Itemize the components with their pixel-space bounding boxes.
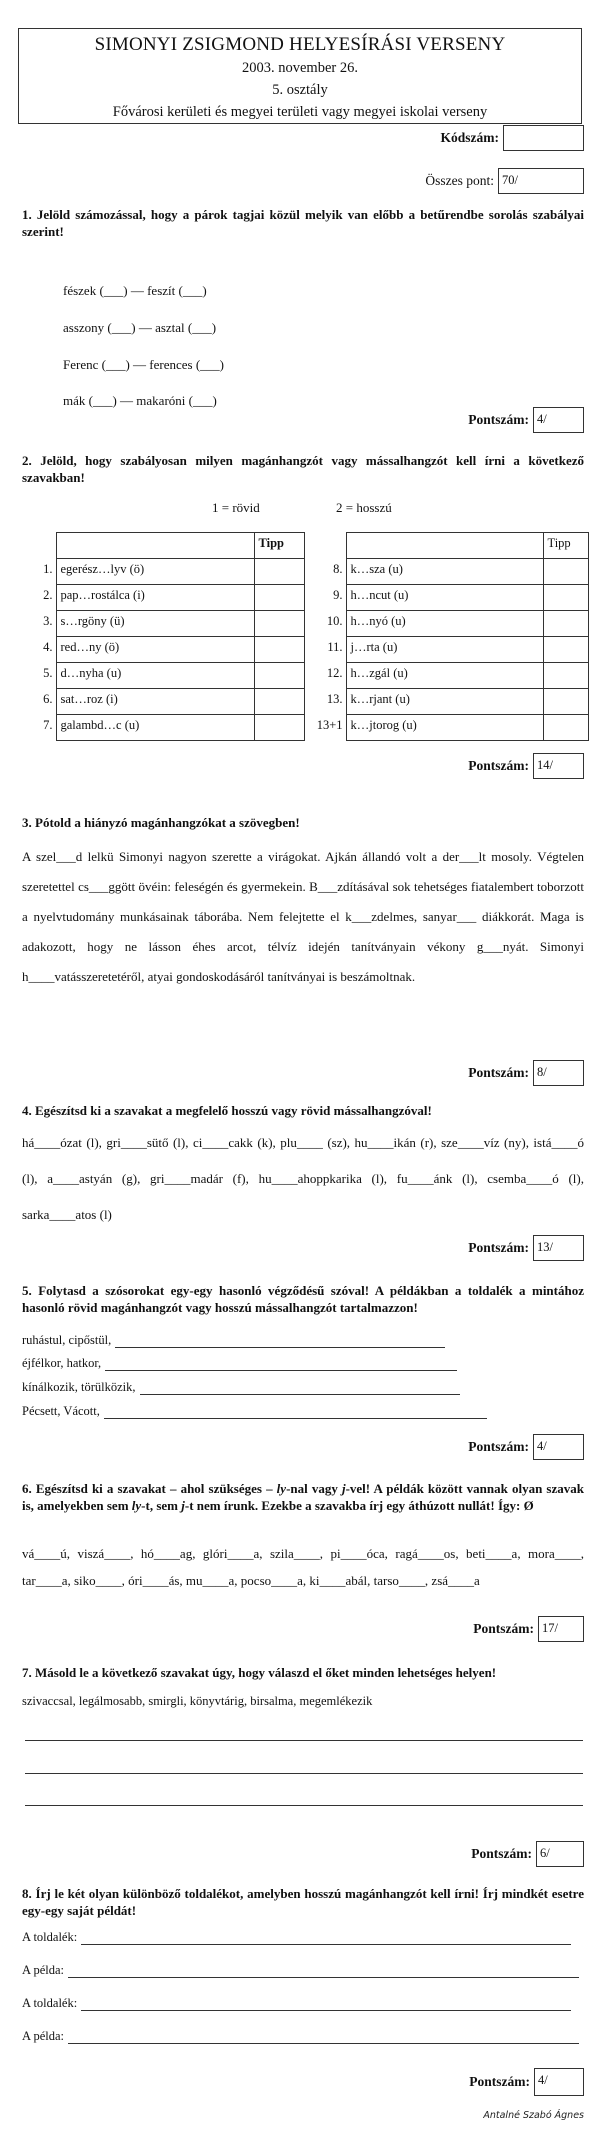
code-label: Kódszám: xyxy=(440,130,499,145)
tipp-cell[interactable] xyxy=(254,689,304,715)
q4-text[interactable]: há____ózat (l), gri____sütő (l), ci____cakk (k), plu____ (sz), hu____ikán (r), sze____víz (ny), istá____ó (l), a____astyán (g), gri____madár (f), hu____ahoppkarika (l), fu____ánk (l), csemba____ó (l), sarka____atos (l) xyxy=(22,1135,584,1222)
table-row xyxy=(24,715,304,741)
tipp-cell[interactable] xyxy=(543,585,588,611)
q1-item[interactable]: mák (___) — makaróni (___) xyxy=(63,393,217,408)
row-number: 12. xyxy=(326,665,343,680)
q7-answer-line[interactable] xyxy=(25,1740,583,1741)
table-row xyxy=(310,689,588,715)
row-number: 11. xyxy=(327,639,343,654)
word-cell: galambd…c (u) xyxy=(56,715,254,741)
tipp-cell[interactable] xyxy=(254,637,304,663)
table-row xyxy=(24,585,304,611)
score-label: Pontszám: xyxy=(469,2074,530,2089)
score-label: Pontszám: xyxy=(468,758,529,773)
q5-row xyxy=(22,1333,445,1348)
q5-row xyxy=(22,1380,460,1395)
tipp-cell[interactable] xyxy=(254,611,304,637)
author-signature: Antalné Szabó Ágnes xyxy=(483,2110,584,2121)
row-number: 1. xyxy=(43,561,53,576)
score-label: Pontszám: xyxy=(468,1065,529,1080)
word-cell: h…nyó (u) xyxy=(346,611,543,637)
q7-words: szivaccsal, legálmosabb, smirgli, könyvtárig, birsalma, megemlékezik xyxy=(22,1694,373,1708)
word-cell: red…ny (ö) xyxy=(56,637,254,663)
tipp-cell[interactable] xyxy=(254,585,304,611)
table-row xyxy=(24,559,304,585)
word-cell: k…sza (u) xyxy=(346,559,543,585)
score-label: Pontszám: xyxy=(473,1621,534,1636)
exam-date: 2003. november 26. xyxy=(242,60,358,76)
header-box xyxy=(18,28,582,124)
row-number: 6. xyxy=(43,691,53,706)
row-number: 9. xyxy=(333,587,343,602)
q2-left-table xyxy=(24,532,305,741)
row-number: 7. xyxy=(43,717,53,732)
table-header-blank xyxy=(56,533,254,559)
q5-score-box[interactable]: 4/ xyxy=(533,1434,584,1460)
q7-score-row xyxy=(471,1841,584,1867)
row-number: 5. xyxy=(43,665,53,680)
q5-answer-line[interactable] xyxy=(105,1359,457,1371)
row-number: 13. xyxy=(326,691,343,706)
q5-prompt: kínálkozik, törülközik, xyxy=(22,1380,136,1394)
row-number: 8. xyxy=(333,561,343,576)
q1-title: 1. Jelöld számozással, hogy a párok tagjai közül melyik van előbb a betűrendbe sorolás szabályai szerint! xyxy=(22,207,584,239)
tipp-cell[interactable] xyxy=(254,715,304,741)
q2-score-row xyxy=(468,753,584,779)
table-row xyxy=(310,637,588,663)
row-number: 13+1 xyxy=(316,717,343,732)
q3-score-row xyxy=(468,1060,584,1086)
q8-answer-line[interactable] xyxy=(81,1999,571,2011)
q1-score-row xyxy=(468,407,584,433)
q4-title: 4. Egészítsd ki a szavakat a megfelelő hosszú vagy rövid mássalhangzóval! xyxy=(22,1103,432,1118)
word-cell: h…zgál (u) xyxy=(346,663,543,689)
table-row xyxy=(24,689,304,715)
word-cell: d…nyha (u) xyxy=(56,663,254,689)
tipp-cell[interactable] xyxy=(543,689,588,715)
q7-answer-line[interactable] xyxy=(25,1773,583,1774)
score-label: Pontszám: xyxy=(468,1439,529,1454)
word-cell: s…rgöny (ü) xyxy=(56,611,254,637)
q8-label: A példa: xyxy=(22,1963,65,1977)
table-row xyxy=(310,585,588,611)
word-cell: pap…rostálca (i) xyxy=(56,585,254,611)
grade-label: 5. osztály xyxy=(272,82,328,98)
q3-score-box[interactable]: 8/ xyxy=(533,1060,584,1086)
tipp-cell[interactable] xyxy=(543,611,588,637)
word-cell: sat…roz (i) xyxy=(56,689,254,715)
q6-score-row xyxy=(473,1616,584,1642)
q8-answer-line[interactable] xyxy=(81,1933,571,1945)
q1-item[interactable]: fészek (___) — feszít (___) xyxy=(63,283,207,298)
q8-row xyxy=(22,1996,571,2011)
code-field-row xyxy=(441,125,585,151)
row-number: 10. xyxy=(326,613,343,628)
word-cell: egerész…lyv (ö) xyxy=(56,559,254,585)
tipp-header: Tipp xyxy=(543,533,588,559)
competition-subtitle: Fővárosi kerületi és megyei területi vagy megyei iskolai verseny xyxy=(112,104,488,120)
q3-text[interactable]: A szel___d lelkü Simonyi nagyon szerette a virágokat. Ajkán állandó volt a der___lt mosoly. Végtelen szeretettel cs___ggött övéin: feleségén és gyermekein. B___zdításával sok tehetséges fiatalembert toborzott a nyelvtudomány munkásainak táborába. Nem felejtette el k___zdelmes, sanyar___ diákkorát. Maga is adakozott, hogy ne lásson éhes arcot, télvíz idején tanítványain vékony g___nyát. Simonyi h____vatásszeretetéről, atyai gondoskodásáról tanítványai is beszámoltnak. xyxy=(22,849,584,984)
q8-answer-line[interactable] xyxy=(68,1966,579,1978)
q3-title: 3. Pótold a hiányzó magánhangzókat a szövegben! xyxy=(22,815,300,830)
legend-short: 1 = rövid xyxy=(212,500,260,515)
table-row xyxy=(310,715,588,741)
q2-title: 2. Jelöld, hogy szabályosan milyen magánhangzót vagy mássalhangzót kell írni a következő szavakban! xyxy=(22,453,584,485)
table-row xyxy=(24,663,304,689)
q7-title: 7. Másold le a következő szavakat úgy, hogy válaszd el őket minden lehetséges helyen! xyxy=(22,1665,497,1680)
tipp-cell[interactable] xyxy=(254,663,304,689)
q8-label: A példa: xyxy=(22,2029,65,2043)
row-number: 4. xyxy=(43,639,53,654)
word-cell: j…rta (u) xyxy=(346,637,543,663)
q8-row xyxy=(22,2029,579,2044)
q5-answer-line[interactable] xyxy=(104,1407,487,1419)
q1-item[interactable]: asszony (___) — asztal (___) xyxy=(63,320,217,335)
q6-text[interactable]: vá____ú, viszá____, hó____ag, glóri____a, szila____, pi____óca, ragá____os, beti____a, mora____, tar____a, siko____, óri____ás, mu____a, pocso____a, ki____abál, tarso____, zsá____a xyxy=(22,1546,584,1588)
q5-row xyxy=(22,1404,487,1419)
table-row xyxy=(24,611,304,637)
q8-score-row xyxy=(469,2068,584,2096)
q6-score-box[interactable]: 17/ xyxy=(538,1616,584,1642)
table-header-blank xyxy=(346,533,543,559)
score-label: Pontszám: xyxy=(471,1846,532,1861)
q8-score-box[interactable]: 4/ xyxy=(534,2068,584,2096)
word-cell: k…jtorog (u) xyxy=(346,715,543,741)
q1-item[interactable]: Ferenc (___) — ferences (___) xyxy=(63,357,224,372)
row-number: 2. xyxy=(43,587,53,602)
q6-title: 6. Egészítsd ki a szavakat – ahol szükséges – ly-nal vagy j-vel! A példák között vannak olyan szavak is, amelyekben sem ly-t, sem j-t nem írunk. Ezekbe a szavakba írj egy áthúzott nullát! Így: Ø xyxy=(22,1481,584,1513)
score-label: Pontszám: xyxy=(468,1240,529,1255)
q5-row xyxy=(22,1356,457,1371)
q5-answer-line[interactable] xyxy=(115,1336,445,1348)
total-score-label: Összes pont: xyxy=(425,173,494,188)
q2-right-table xyxy=(310,532,589,741)
q5-prompt: éjfélkor, hatkor, xyxy=(22,1356,102,1370)
q5-prompt: ruhástul, cipőstül, xyxy=(22,1333,112,1347)
q4-score-row xyxy=(468,1235,584,1261)
total-score-box[interactable]: 70/ xyxy=(498,168,584,194)
q4-score-box[interactable]: 13/ xyxy=(533,1235,584,1261)
tipp-header: Tipp xyxy=(254,533,304,559)
q5-title: 5. Folytasd a szósorokat egy-egy hasonló végződésű szóval! A példákban a toldalék a mintához hasonló rövid magánhangzót vagy hosszú mássalhangzót tartalmazzon! xyxy=(22,1283,584,1315)
q2-score-box[interactable]: 14/ xyxy=(533,753,584,779)
q5-answer-line[interactable] xyxy=(140,1383,460,1395)
q5-prompt: Pécsett, Vácott, xyxy=(22,1404,100,1418)
word-cell: k…rjant (u) xyxy=(346,689,543,715)
q8-label: A toldalék: xyxy=(22,1996,78,2010)
tipp-cell[interactable] xyxy=(254,559,304,585)
word-cell: h…ncut (u) xyxy=(346,585,543,611)
table-row xyxy=(310,663,588,689)
q5-score-row xyxy=(468,1434,584,1460)
table-row xyxy=(310,611,588,637)
tipp-cell[interactable] xyxy=(543,637,588,663)
q7-answer-line[interactable] xyxy=(25,1805,583,1806)
table-row xyxy=(310,559,588,585)
q8-answer-line[interactable] xyxy=(68,2032,579,2044)
total-score-row xyxy=(425,168,584,194)
legend-long: 2 = hosszú xyxy=(336,500,392,515)
tipp-cell[interactable] xyxy=(543,663,588,689)
page-title: SIMONYI ZSIGMOND HELYESÍRÁSI VERSENY xyxy=(94,34,506,55)
q8-label: A toldalék: xyxy=(22,1930,78,1944)
q7-score-box[interactable]: 6/ xyxy=(536,1841,584,1867)
q8-row xyxy=(22,1930,571,1945)
table-row xyxy=(24,637,304,663)
code-input[interactable] xyxy=(503,125,584,151)
tipp-cell[interactable] xyxy=(543,559,588,585)
q1-score-box[interactable]: 4/ xyxy=(533,407,584,433)
score-label: Pontszám: xyxy=(468,412,529,427)
q8-row xyxy=(22,1963,579,1978)
row-number: 3. xyxy=(43,613,53,628)
tipp-cell[interactable] xyxy=(543,715,588,741)
q8-title: 8. Írj le két olyan különböző toldalékot, amelyben hosszú magánhangzót kell írni! Írj mindkét esetre egy-egy saját példát! xyxy=(22,1886,584,1918)
